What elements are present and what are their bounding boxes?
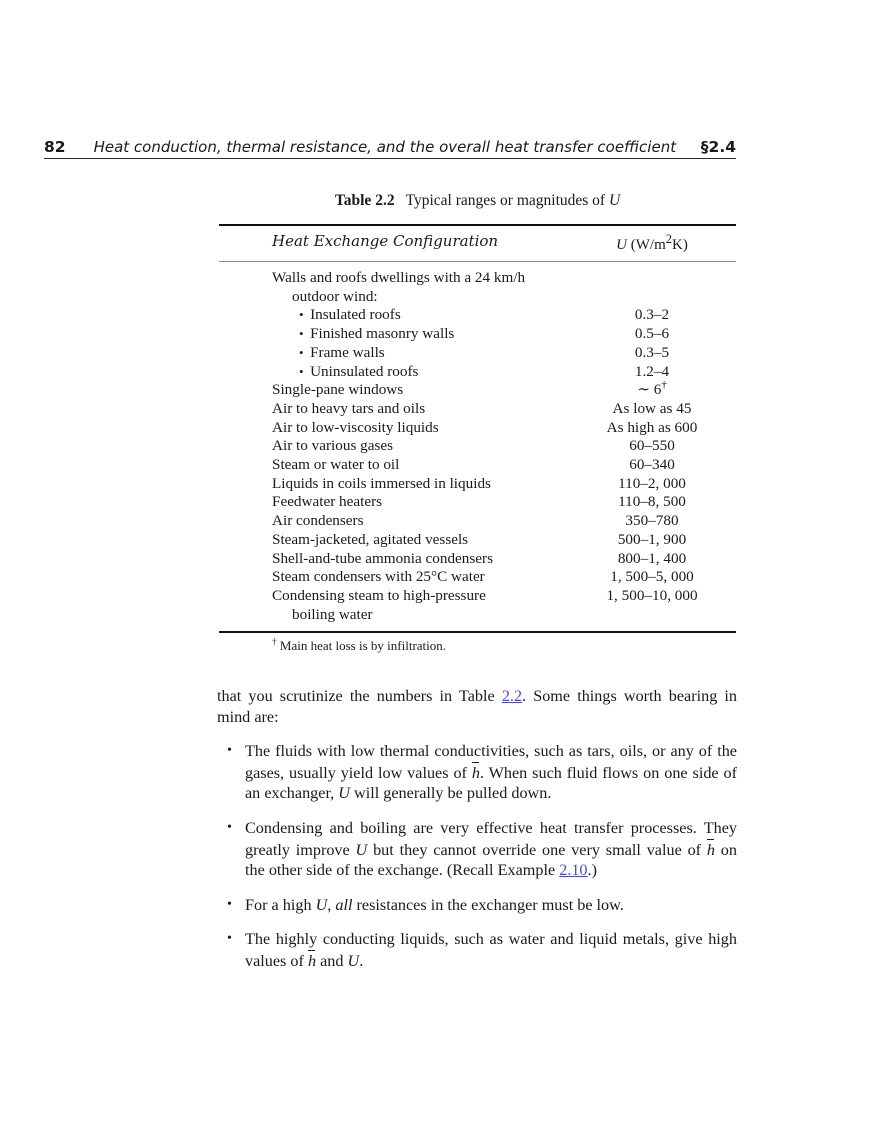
value-text: 0.3–5 — [634, 343, 670, 361]
table-cell-value — [568, 344, 736, 363]
table-cell-value — [568, 475, 736, 494]
table-cell-configuration: Air to low-viscosity liquids — [272, 418, 439, 436]
table-row — [219, 288, 736, 307]
section-marker: §2.4 — [700, 137, 736, 156]
table-cell-value — [568, 512, 736, 531]
table-row — [219, 400, 736, 419]
table-row — [219, 531, 736, 550]
table-cell-value — [568, 587, 736, 606]
table-row — [219, 456, 736, 475]
table-cell-configuration: Feedwater heaters — [272, 493, 383, 511]
bullet-text-part: . — [359, 951, 364, 970]
table-cell-configuration: • Uninsulated roofs — [219, 363, 568, 382]
table-row — [219, 568, 736, 587]
table-caption-label: Table 2.2 — [334, 192, 395, 209]
table-cell-value — [568, 363, 736, 382]
table-caption — [219, 192, 736, 210]
table-row — [219, 419, 736, 438]
column-header-units-base: (W/m — [627, 237, 666, 253]
table-row — [219, 325, 736, 344]
table-cell-configuration: Steam-jacketed, agitated vessels — [272, 530, 469, 548]
table-row — [219, 381, 736, 400]
table-body — [219, 262, 736, 631]
column-header-symbol: U — [616, 237, 627, 253]
bullet-text-part: Condensing and boiling are very effective heat transfer processes. They greatly improve — [245, 818, 737, 859]
table-cell-value — [568, 306, 736, 325]
table-row — [219, 587, 736, 606]
bullet-text-part: For a high — [245, 895, 316, 914]
table-cell-value — [568, 531, 736, 550]
table-header-row — [219, 226, 736, 261]
column-header-value — [568, 232, 736, 254]
table-cell-value — [568, 568, 736, 587]
table-cell-configuration: • Finished masonry walls — [219, 325, 568, 344]
value-text: As low as 45 — [612, 399, 692, 417]
bullet-text-part: resistances in the exchanger must be low. — [352, 895, 624, 914]
column-header-units-exponent: 2 — [665, 232, 672, 246]
value-text: ∼ 6 — [637, 381, 662, 399]
table-row — [219, 344, 736, 363]
table-cell-value — [568, 437, 736, 456]
table-cell-configuration: Steam or water to oil — [272, 456, 400, 474]
value-text: 1, 500–10, 000 — [606, 586, 698, 604]
table-cell-configuration: Condensing steam to high-pressure — [272, 586, 486, 604]
table-2-2-link[interactable]: 2.2 — [501, 687, 523, 705]
table-cell-value — [568, 419, 736, 438]
bullet-text-part: on the other side of the exchange. (Recall Example — [245, 840, 737, 880]
table-cell-configuration: Walls and roofs dwellings with a 24 km/h — [272, 269, 526, 286]
table-cell-value — [568, 493, 736, 512]
math-symbol: U — [355, 840, 368, 859]
bullet-text-part: but they cannot override one very small value of — [367, 840, 707, 859]
value-text: 0.5–6 — [634, 325, 670, 343]
bullet-text-part: .) — [587, 861, 597, 880]
value-text: 350–780 — [625, 512, 679, 530]
value-text: 60–550 — [629, 437, 675, 455]
value-text: As high as 600 — [606, 418, 698, 436]
footnote-text: Main heat loss is by infiltration. — [276, 638, 447, 654]
bullet-text-part: . When such fluid flows on one side of an exchanger, — [245, 763, 737, 803]
bullet-text-part: will generally be pulled down. — [349, 784, 552, 803]
value-text: 110–2, 000 — [618, 474, 686, 492]
body-text — [217, 686, 737, 972]
table-footnote — [219, 633, 736, 654]
math-symbol: U — [338, 784, 350, 803]
column-header-configuration: Heat Exchange Configuration — [272, 232, 499, 250]
bullet-text-part: , — [327, 895, 336, 914]
example-2-10-link[interactable]: 2.10 — [559, 861, 588, 880]
table-cell-configuration: Single-pane windows — [272, 381, 404, 399]
lead-text-after: . Some things worth bearing in mind are: — [217, 687, 737, 726]
table-row — [219, 306, 736, 325]
table-caption-text: Typical ranges or magnitudes of — [405, 192, 609, 209]
value-text: 1, 500–5, 000 — [610, 568, 694, 586]
table-cell-configuration: Air to various gases — [272, 437, 394, 455]
body-bullet-item — [217, 895, 737, 916]
table-cell-configuration: • Insulated roofs — [219, 306, 568, 325]
body-bullet-item — [217, 929, 737, 971]
footnote-marker: † — [272, 638, 277, 649]
table-cell-configuration: outdoor wind: — [292, 287, 378, 305]
math-symbol: h — [307, 951, 317, 970]
math-symbol: U — [315, 895, 328, 914]
table-row — [219, 475, 736, 494]
body-bullet-item — [217, 741, 737, 804]
value-text: 110–8, 500 — [618, 493, 686, 511]
bullet-text-part: The fluids with low thermal conductivities, such as tars, oils, or any of the gases, usually yield low values of — [245, 742, 737, 782]
lead-paragraph — [217, 686, 737, 727]
value-text: 500–1, 900 — [617, 530, 687, 548]
value-footnote-marker: † — [661, 379, 667, 392]
table-row — [219, 269, 736, 288]
running-head — [44, 132, 736, 159]
page-number: 82 — [44, 137, 66, 156]
body-bullet-item — [217, 818, 737, 881]
table-cell-value — [568, 325, 736, 344]
value-text: 1.2–4 — [634, 362, 670, 380]
table-row — [219, 363, 736, 382]
math-symbol: h — [706, 840, 715, 859]
table-cell-value — [568, 381, 736, 400]
table-caption-symbol: U — [608, 192, 621, 209]
table-cell-value — [568, 400, 736, 419]
value-text: 60–340 — [629, 456, 675, 474]
table-cell-configuration: Shell-and-tube ammonia condensers — [272, 549, 493, 567]
table-cell-value — [568, 550, 736, 569]
running-head-title: Heat conduction, thermal resistance, and the overall heat transfer coefficient — [93, 138, 677, 156]
table-row — [219, 493, 736, 512]
table-row — [219, 437, 736, 456]
math-symbol: U — [347, 951, 360, 970]
emphasis-word: all — [335, 895, 353, 914]
table-cell-configuration: boiling water — [292, 605, 373, 623]
bullet-text-part: The highly conducting liquids, such as water and liquid metals, give high values of — [245, 930, 737, 970]
table-cell-configuration: Liquids in coils immersed in liquids — [272, 474, 491, 492]
table-2-2 — [219, 192, 736, 654]
bullet-list — [217, 741, 737, 971]
value-text: 0.3–2 — [634, 306, 670, 324]
table-cell-configuration: Steam condensers with 25°C water — [272, 568, 485, 586]
math-symbol: h — [471, 763, 480, 782]
table-cell-configuration: Air to heavy tars and oils — [272, 399, 426, 417]
table-row — [219, 512, 736, 531]
table-cell-configuration: • Frame walls — [219, 344, 568, 363]
column-header-units-tail: K) — [672, 237, 688, 253]
table-cell-value — [568, 456, 736, 475]
bullet-text-part: and — [316, 951, 348, 970]
value-text: 800–1, 400 — [617, 549, 687, 567]
table-row — [219, 606, 736, 625]
table-cell-configuration: Air condensers — [272, 512, 364, 530]
lead-text-before: that you scrutinize the numbers in Table — [217, 687, 502, 705]
table-row — [219, 550, 736, 569]
